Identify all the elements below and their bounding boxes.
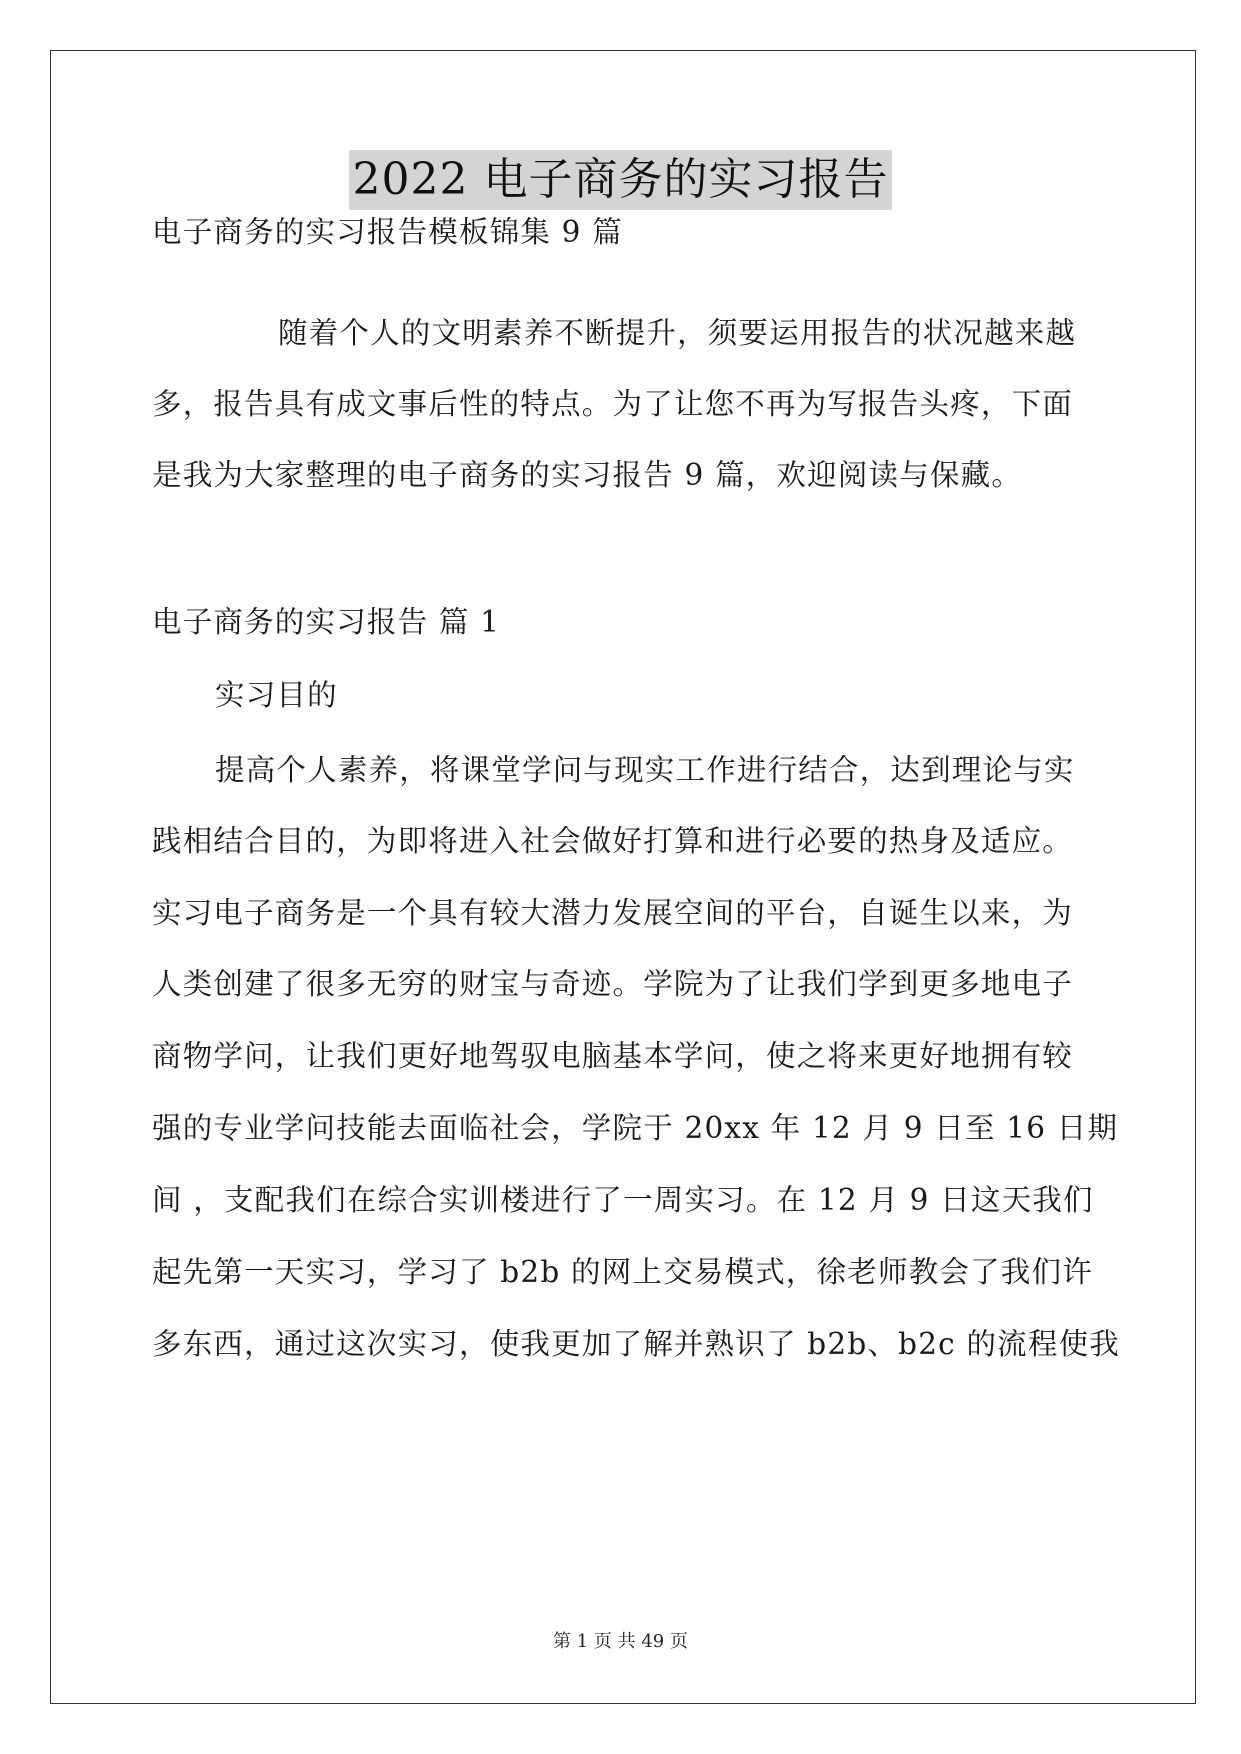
title-container xyxy=(0,150,1241,210)
purpose-heading: 实习目的 xyxy=(215,678,338,712)
document-subtitle: 电子商务的实习报告模板锦集 9 篇 xyxy=(152,215,623,249)
intro-line-2: 多，报告具有成文事后性的特点。为了让您不再为写报告头疼，下面 xyxy=(152,387,1074,421)
page-number-footer: 第 1 页 共 49 页 xyxy=(553,1631,688,1652)
body-line-1: 提高个人素养，将课堂学问与现实工作进行结合，达到理论与实 xyxy=(215,753,1075,787)
body-line-2: 践相结合目的，为即将进入社会做好打算和进行必要的热身及适应。 xyxy=(152,824,1074,858)
body-line-9: 多东西，通过这次实习，使我更加了解并熟识了 b2b、b2c 的流程使我 xyxy=(152,1327,1120,1361)
intro-line-3: 是我为大家整理的电子商务的实习报告 9 篇，欢迎阅读与保藏。 xyxy=(152,458,1023,492)
body-line-8: 起先第一天实习，学习了 b2b 的网上交易模式，徐老师教会了我们许 xyxy=(152,1255,1093,1289)
document-title: 2022 电子商务的实习报告 xyxy=(349,150,893,210)
intro-line-1: 随着个人的文明素养不断提升，须要运用报告的状况越来越 xyxy=(278,316,1077,350)
body-line-5: 商物学问，让我们更好地驾驭电脑基本学问，使之将来更好地拥有较 xyxy=(152,1039,1074,1073)
body-line-3: 实习电子商务是一个具有较大潜力发展空间的平台，自诞生以来，为 xyxy=(152,896,1074,930)
body-line-7: 间 ，支配我们在综合实训楼进行了一周实习。在 12 月 9 日这天我们 xyxy=(152,1183,1094,1217)
body-line-6: 强的专业学问技能去面临社会，学院于 20xx 年 12 月 9 日至 16 日期 xyxy=(152,1111,1119,1145)
page-border xyxy=(50,50,1196,1704)
body-line-4: 人类创建了很多无穷的财宝与奇迹。学院为了让我们学到更多地电子 xyxy=(152,967,1074,1001)
section-heading: 电子商务的实习报告 篇 1 xyxy=(152,605,501,639)
